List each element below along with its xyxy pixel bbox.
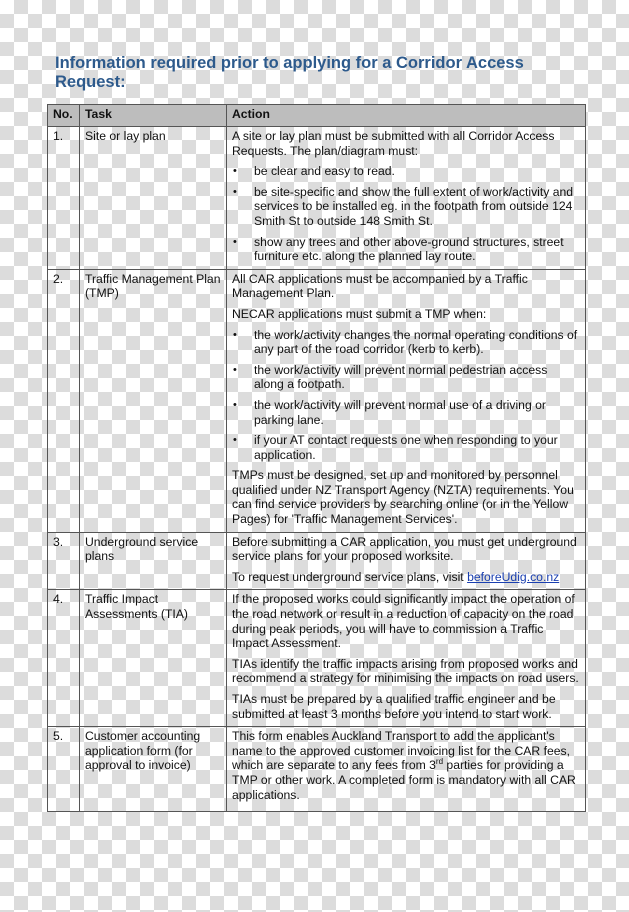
row-task: Traffic Management Plan (TMP) (80, 269, 227, 532)
row-action (227, 727, 586, 812)
row-action (227, 269, 586, 532)
action-paragraph: TIAs identify the traffic impacts arising from proposed works and recommend a strategy for minimising the impacts on road users. (232, 656, 579, 686)
table-row (48, 269, 586, 532)
row-task: Customer accounting application form (for approval to invoice) (80, 727, 227, 812)
bullet-icon: • (233, 328, 237, 341)
action-paragraph: Before submitting a CAR application, you must get underground service plans for your proposed worksite. (232, 534, 577, 564)
row-task: Underground service plans (80, 532, 227, 590)
row-task: Traffic Impact Assessments (TIA) (80, 590, 227, 727)
bullet-icon: • (233, 235, 237, 248)
header-action: Action (227, 105, 586, 127)
bullet-icon: • (233, 434, 237, 447)
row-action (227, 532, 586, 590)
row-number: 1. (48, 127, 80, 270)
bullet-item: • the work/activity changes the normal operating conditions of any part of the road corridor (kerb to kerb). (233, 327, 578, 357)
row-action (227, 127, 586, 270)
action-paragraph: TIAs must be prepared by a qualified traffic engineer and be submitted at least 3 months before you intend to start work. (232, 692, 556, 721)
bullet-item: • the work/activity will prevent normal pedestrian access along a footpath. (233, 362, 548, 392)
row-number: 5. (48, 727, 80, 812)
table-header-row (48, 105, 586, 127)
bullet-item: • the work/activity will prevent normal use of a driving or parking lane. (233, 397, 546, 427)
bullet-item: • if your AT contact requests one when responding to your application. (233, 433, 558, 462)
table-row (48, 532, 586, 590)
bullet-item: • be site-specific and show the full extent of work/activity and services to be installed eg. in the footpath from outside 124 Smith St to outside 148 Smith St. (233, 184, 574, 228)
action-paragraph: This form enables Auckland Transport to add the applicant's name to the approved customer invoicing list for the CAR fees, which are separate to any fees from 3rd parties for providing a TMP or other work. A completed form is mandatory with all CAR applications. (232, 729, 576, 802)
bullet-item: • show any trees and other above-ground structures, street furniture etc. along the planned lay route. (233, 234, 564, 264)
bullet-icon: • (233, 363, 237, 376)
header-task: Task (80, 105, 227, 127)
row-action (227, 590, 586, 727)
bullet-icon: • (233, 398, 237, 411)
bullet-item: • be clear and easy to read. (233, 164, 395, 179)
row-number: 2. (48, 269, 80, 532)
table-row (48, 727, 586, 812)
row-number: 3. (48, 532, 80, 590)
action-paragraph: If the proposed works could significantly impact the operation of the road network or result in a reduction of capacity on the road during peak periods, you will have to commission a Traffic Impact Assessment. (232, 592, 575, 651)
page-title: Information required prior to applying for a Corridor Access Request: (55, 54, 524, 91)
action-paragraph: All CAR applications must be accompanied by a Traffic Management Plan. (232, 271, 528, 301)
requirements-table (47, 104, 586, 812)
row-number: 4. (48, 590, 80, 727)
action-paragraph: TMPs must be designed, set up and monitored by personnel qualified under NZ Transport Agency (NZTA) requirements. You can find service providers by searching online (or in the Yellow Pages) for 'Traffic Management Services'. (232, 468, 574, 527)
table-row (48, 590, 586, 727)
bullet-icon: • (233, 185, 237, 198)
action-paragraph: A site or lay plan must be submitted with all Corridor Access Requests. The plan/diagram must: (232, 129, 555, 158)
header-no: No. (48, 105, 80, 127)
action-paragraph: NECAR applications must submit a TMP when: (232, 306, 487, 321)
table-row (48, 127, 586, 270)
action-paragraph: To request underground service plans, visit beforeUdig.co.nz (232, 569, 560, 584)
beforeudig-link[interactable]: beforeUdig.co.nz (467, 569, 560, 584)
bullet-icon: • (233, 165, 237, 178)
row-task: Site or lay plan (80, 127, 227, 270)
